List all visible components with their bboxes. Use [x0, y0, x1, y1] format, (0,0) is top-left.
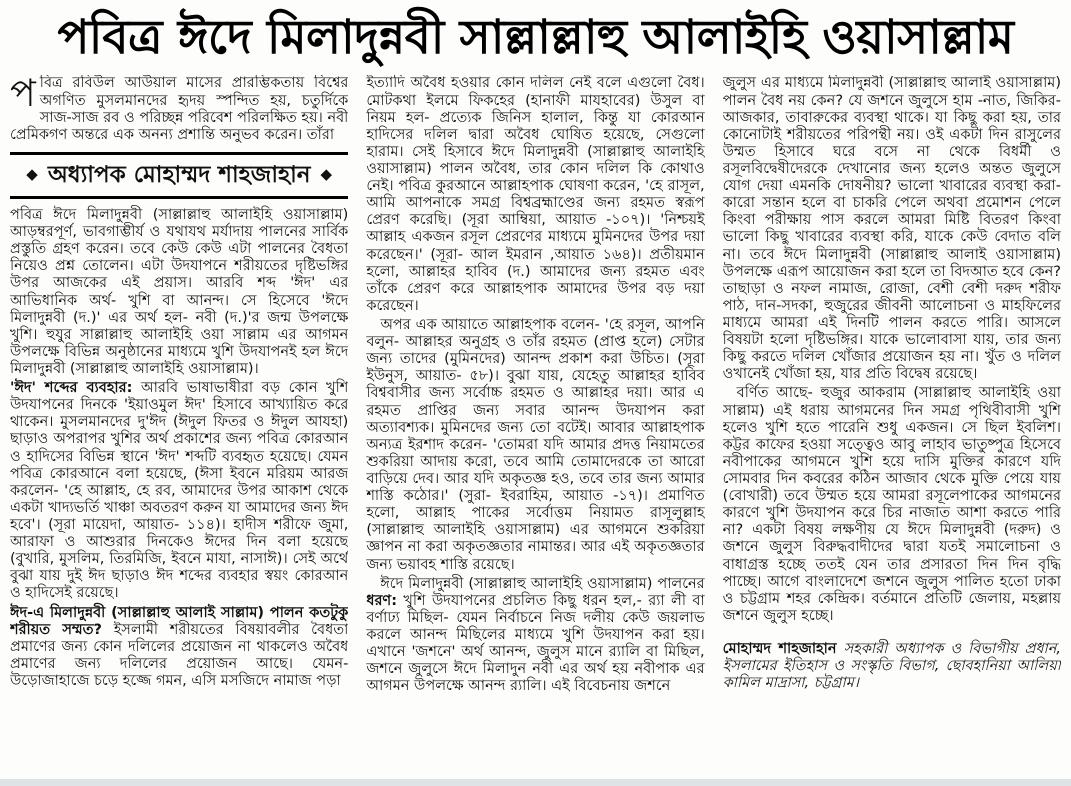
column-2	[366, 75, 704, 763]
paragraph	[10, 207, 348, 378]
author-bio-text: সহকারী অধ্যাপক ও বিভাগীয় প্রধান, ইসলামের ইতিহাস ও সংস্কৃতি বিভাগ, ছোবহানিয়া আলিয়া কামিল মাদ্রাসা, চট্টগ্রাম।	[722, 640, 1061, 692]
paragraph-text: অপর এক আয়াতে আল্লাহপাক বলেন- 'হে রসূল, আপনি বলুন- আল্লাহর অনুগ্রহ ও তাঁর রহমত (প্রাপ্ত হলে) সেটার জন্য তাদের (মুমিনদের) আনন্দ প্রকাশ করা উচিত। (সূরা ইউনুস, আয়াত- ৫৮)। বুঝা যায়, যেহেতু আল্লাহর হাবিব বিশ্ববাসীর জন্য সর্বোচ্চ রহমত ও আল্লাহর দয়া। আর এ রহমত প্রাপ্তির জন্য সবার আনন্দ উদযাপন করা অত্যাবশ্যক। মুমিনদের জন্য তো বটেই। আবার আল্লাহপাক অন্যত্র ইরশাদ করেন- 'তোমরা যদি আমার প্রদত্ত নিয়ামতের শুকরিয়া আদায় করো, তবে আমি তোমাদেরকে তা আরো বাড়িয়ে দেব। আর যদি অকৃতজ্ঞ হও, তবে তার জন্য আমার শাস্তি কঠোর।' (সুরা- ইবরাহিম, আয়াত -১৭)। প্রমাণিত হলো, আল্লাহ পাকের সর্বোত্তম নিয়ামত রাসূলুল্লাহ (সাল্লাল্লাহু আলাইহি ওয়াসাল্লাম) এর আগমনে শুকরিয়া জ্ঞাপন না করা অকৃতজ্ঞতার নামান্তর। আর এই অকৃতজ্ঞতার জন্য ভয়াবহ শাস্তি রয়েছে।	[366, 316, 705, 573]
paragraph	[10, 380, 348, 602]
paragraph	[366, 75, 704, 315]
paragraph-text: খুশি উদযাপনের প্রচলিত কিছু ধরন হল,- র‍্যা লী বা বর্ণাঢ্য মিছিল- যেমন নির্বাচনে নিজ দলীয় কেউ জয়লাভ করলে আনন্দ মিছিলের মাধ্যমে খুশি উদযাপন করা হয়। এখানে 'জশনে' অর্থ আনন্দ, জুলুস মানে র‍্যালি বা মিছিল, জশনে জুলুসে ঈদে মিলাদুন নবী এর অর্থ হয় নবীপাক এর আগমন উপলক্ষে আনন্দ র‍্যালি। এই বিবেচনায় জশনে	[366, 592, 705, 695]
article-columns	[10, 75, 1061, 763]
author-bio-name: মোহাম্মদ শাহজাহান	[722, 640, 837, 657]
paragraph-text: বর্ণিত আছে- হুজুর আকরাম (সাল্লাল্লাহু আলাইহি ওয়া সাল্লাম) এই ধরায় আগমনের দিন সমগ্র পৃথিবীবাসী খুশি হলেও খুশি হতে পারেনি শুধু একজন। সে ছিল ইবলিশ। কট্টর কাফের হওয়া সত্ত্বেও আবু লাহাব ভাতুষ্পুত্র হিসেবে নবীপাকের আগমনে খুশি হয়ে দাসি মুক্তির কারণে যদি সোমবার দিন কবরের কঠিন আজাব থেকে মুক্তি পেয়ে যায় (বোখারী) তবে উম্মত হয়ে আমরা রসূলেপাকের আগমনের কারণে খুশি উদযাপন করে চির নাজাত আশা করতে পারি না? একটা বিষয় লক্ষণীয় যে ঈদে মিলাদুন্নবী (দরুদ) ও জশনে জুলুস বিরুদ্ধবাদীদের দ্বারা যতই সমালোচনা ও বাধাগ্রস্ত হচ্ছে ততই যেন তার প্রসারতা দিন দিন বৃদ্ধি পাচ্ছে। আগে বাংলাদেশে জশনে জুলুস পালিত হতো ঢাকা ও চট্টগ্রাম শহর কেন্দ্রিক। বর্তমানে প্রতিটি জেলায়, মহল্লায় জশনে জুলুস হচ্ছে।	[722, 385, 1061, 624]
paragraph	[366, 576, 704, 696]
drop-cap: প	[10, 75, 36, 116]
paragraph-intro-text: বিত্র রবিউল আউয়াল মাসের প্রারম্ভিকতায় বিশ্বের অগণিত মুসলমানদের হৃদয় স্পন্দিত হয়, চতুর্দিকে সাজ-সাজ রব ও পরিচ্ছন্ন পরিবেশ পরিলক্ষিত হয়। নবী প্রেমিকগণ অন্তরে এক অনন্য প্রশান্তি অনুভব করেন। তাঁরা	[10, 75, 349, 143]
byline-box	[10, 152, 348, 199]
column-3	[723, 75, 1061, 763]
paragraph	[10, 605, 348, 691]
paragraph	[723, 75, 1061, 383]
article-headline: পবিত্র ঈদে মিলাদুন্নবী সাল্লাল্লাহু আলাইহি ওয়াসাল্লাম	[57, 10, 1014, 65]
paragraph	[366, 317, 704, 574]
paragraph-text: জুলুস এর মাধ্যমে মিলাদুন্নবী (সাল্লাল্লাহু আলাই ওয়াসাল্লাম) পালন বৈধ নয় কেন? যে জশনে জুলুসে হাম -নাত, জিকির-আজকার, তাবারুকের ব্যবস্থা থাকে। যা কিছু করা হয়, তার কোনোটাই শরীয়তের পরিপন্থী নয়। ওই একটা দিন রাসুলের উম্মত হিসাবে ঘরে বসে না থেকে বিধর্মী ও রসূলবিদ্বেষীদেরকে দেখানোর জন্য হলেও অন্তত জুলুসে যোগ দেয়া এমনকি দোষনীয়? ভালো খাবারের ব্যবস্থা করা- কারো সন্তান হলে বা চাকরি পেলে অথবা প্রমোশন পেলে কিংবা পরীক্ষায় পাস করলে আমরা মিষ্টি বিতরণ কিংবা ভালো কিছু খাবারের ব্যবস্থা করি, যাকে কেউ বেদাত বলি না। তবে ঈদে মিলাদুন্নবী (সাল্লাল্লাহু আলাই ওয়াসাল্লাম) উপলক্ষে এরূপ আয়োজন করা হলে তা বিদআত হবে কেন? তাছাড়া ও নফল নামাজ, রোজা, বেশী বেশী দরুদ শরীফ পাঠ, দান-সদকা, হুজুরের জীবনী আলোচনা ও মাহফিলের মাধ্যমে আমরা এই দিনটি পালন করতে পারি। আসলে বিষয়টা হলো দৃষ্টিভঙ্গির। যাকে ভালোবাসা যায়, তার জন্য কিছু করতে দলিল খোঁজার প্রয়োজন হয় না। খুঁত ও দলিল ওখানেই খোঁজা হয়, যার প্রতি বিদ্বেষ রয়েছে।	[722, 75, 1061, 383]
paragraph-bold-lead: ধরণ:	[366, 592, 397, 609]
byline-author-name: অধ্যাপক মোহাম্মদ শাহজাহান	[47, 161, 311, 188]
paragraph-text: আরবি ভাষাভাষীরা বড় কোন খুশি উদযাপনের দিনকে 'ইয়াওমুল ঈদ' হিসাবে আখ্যায়িত করে থাকেন। মুসলমানদের দু'ঈদ (ঈদুল ফিতর ও ঈদুল আযহা) ছাড়াও অপরাপর খুশির অর্থ প্রকাশের জন্য পবিত্র কোরআন ও হাদিসের বিভিন্ন স্থানে 'ঈদ' শব্দটি ব্যবহৃত হয়েছে। যেমন পবিত্র কোরআনে বলা হয়েছে, (ঈসা ইবনে মরিয়ম আরজ করলেন- 'হে আল্লাহ, হে রব, আমাদের উপর আকাশ থেকে একটা খাদ্যভর্তি খাঞ্চা অবতরণ করুন যা আমাদের জন্য ঈদ হবে'। (সূরা মায়েদা, আয়াত- ১১৪)। হাদীস শরীফে জুমা, আরাফা ও আশুরার দিনকেও ঈদের দিন বলা হয়েছে (বুখারি, মুসলিম, তিরমিজি, ইবনে মাযা, নাসাঈ)। সেই অর্থে বুঝা যায় দুই ঈদ ছাড়াও ঈদ শব্দের ব্যবহার স্বয়ং কোরআন ও হাদিসেই রয়েছে।	[10, 380, 349, 602]
diamond-icon: ◆	[320, 164, 333, 183]
paragraph-text: পবিত্র ঈদে মিলাদুন্নবী (সাল্লাল্লাহু আলাইহি ওয়াসাল্লাম) আড়ম্বরপূর্ণ, ভাবগাম্ভীর্য ও যথাযথ মর্যাদায় পালনের সার্বিক প্রস্তুতি গ্রহণ করেন। তবে কেউ কেউ এটা পালনের বৈধতা নিয়েও প্রশ্ন তোলেন। এটা উদযাপনে শরীয়তের দৃষ্টিভঙ্গির উপর আজকের এই প্রয়াস। আরবি শব্দ 'ঈদ' এর আভিধানিক অর্থ- খুশি বা আনন্দ। সে হিসেবে 'ঈদে মিলাদুন্নবী (দ.)' এর অর্থ হল- নবী (দ.)'র জন্ম উপলক্ষে খুশি। হুযুর সাল্লাল্লাহু আলাইহি ওয়া সাল্লাম এর আগমন উপলক্ষে বিভিন্ন অনুষ্ঠানের মাধ্যমে খুশি উদযাপনই হল ঈদে মিলাদুন্নবী (সাল্লাল্লাহু আলাইহি ওয়াসাল্লাম)।	[10, 207, 349, 377]
paragraph-bold-lead: ঈদ-এ মিলাদুন্নবী (সাল্লাল্লাহু আলাই সাল্লাম) পালন কতটুকু শরীয়ত সম্মত?	[10, 604, 349, 638]
column-1	[10, 75, 348, 763]
paragraph-text: ইত্যাদি অবৈধ হওয়ার কোন দলিল নেই বলে এগুলো বৈধ। মোটকথা ইলমে ফিকহের (হানাফী মাযহাবের) উসুল বা নিয়ম হল- প্রত্যেক জিনিস হালাল, কিন্তু যা কোরআন হাদিসের দলিল দ্বারা অবৈধ ঘোষিত হয়েছে, সেগুলো হারাম। সেই হিসাবে ঈদে মিলাদুন্নবী (সাল্লাল্লাহু আলাইহি ওয়াসাল্লাম) পালন অবৈধ, তার কোন দলিল কি কোথাও নেই। পবিত্র কুরআনে আল্লাহপাক ঘোষণা করেন, 'হে রাসূল, আমি আপনাকে সমগ্র বিশ্বব্রহ্মাণ্ডের জন্য রহমত স্বরূপ প্রেরণ করেছি। (সূরা আম্বিয়া, আয়াত -১০৭)। 'নিশ্চয়ই আল্লাহ একজন রসূল প্রেরণের মাধ্যমে মুমিনদের উপর দয়া করেছেন।' (সূরা- আল ইমরান ,আয়াত ১৬৪)। প্রতীয়মান হলো, আল্লাহর হাবিব (দ.) আমাদের জন্য রহমত এবং তাঁকে প্রেরণ করে আল্লাহপাক আমাদের উপর বড় দয়া করেছেন।	[366, 75, 705, 314]
page-bottom-edge	[0, 779, 1071, 786]
paragraph-bold-lead: 'ঈদ' শব্দের ব্যবহার:	[10, 380, 133, 397]
paragraph	[723, 385, 1061, 625]
paragraph-intro	[10, 75, 348, 143]
author-bio	[723, 641, 1061, 692]
diamond-icon: ◆	[26, 164, 38, 183]
paragraph-text: ঈদে মিলাদুন্নবী (সাল্লাল্লাহু আলাইহি ওয়াসাল্লাম) পালনের	[380, 575, 705, 592]
paragraph-text: ইসলামী শরীয়তের বিষয়াবলীর বৈধতা প্রমাণের জন্য কোন দলিলের প্রয়োজন না থাকলেও অবৈধ প্রমাণের জন্য দলিলের প্রয়োজন আছে। যেমন- উড়োজাহাজে চড়ে হজ্জে গমন, এসি মসজিদে নামাজ পড়া	[10, 621, 349, 689]
